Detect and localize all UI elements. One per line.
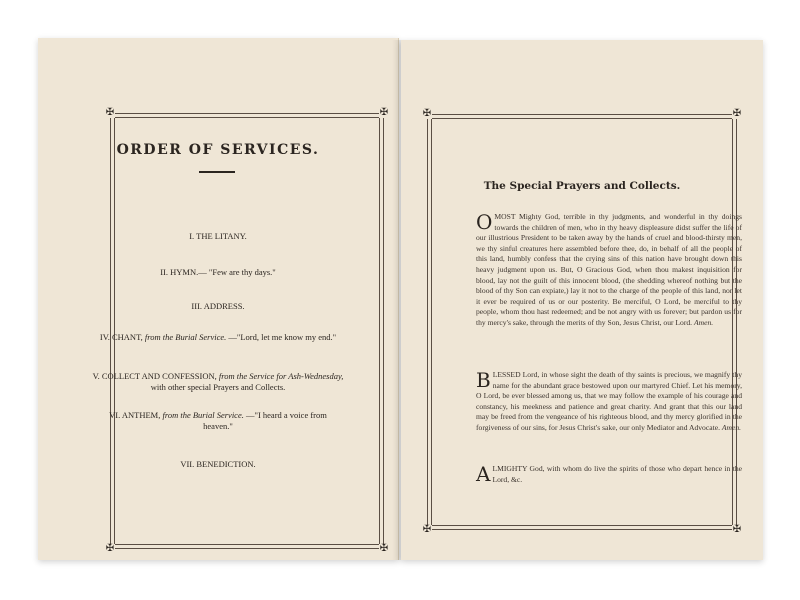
service-quote: with other special Prayers and Collects. bbox=[150, 382, 286, 392]
cross-pattee-icon: ✠ bbox=[732, 108, 742, 119]
service-text: COLLECT AND CONFESSION, bbox=[101, 371, 217, 381]
left-page bbox=[38, 38, 399, 560]
service-text: ADDRESS. bbox=[203, 301, 245, 311]
drop-cap: O bbox=[476, 210, 493, 234]
service-source: from the Service for Ash-Wednesday, bbox=[218, 371, 344, 381]
service-item bbox=[48, 267, 388, 278]
cross-pattee-icon: ✠ bbox=[422, 524, 432, 535]
drop-cap: B bbox=[476, 368, 491, 392]
prayer-text: MOST Mighty God, terrible in thy judgments, and wonderful in thy doings towards the children of men, who in thy heavy displeasure didst suffer the life of our illustrious President to be taken away by the hands of cruel and blood-thirsty men, we thy sinful creatures here assembled before thee, do, in behalf of all the people of this land, humbly confess that the crying sins of this nation have brought down this heavy judgment upon us. But, O Gracious God, when thou makest inquisition for blood, lay not the guilt of this innocent blood, (the shedding whereof nothing but the blood of thy Son can expiate,) lay it not to the charge of the people of this land, nor let it ever be required of us or our posterity. Be merciful, O Lord, be merciful to thy people, whom thou hast redeemed; and be not angry with us forever; but pardon us for thy mercy's sake, through the merits of thy Son, Jesus Christ, our Lord. bbox=[476, 212, 742, 327]
special-prayers-title: The Special Prayers and Collects. bbox=[483, 180, 681, 192]
cross-pattee-icon: ✠ bbox=[105, 543, 115, 554]
prayer-paragraph bbox=[476, 212, 742, 329]
service-item bbox=[88, 332, 348, 343]
drop-cap: A bbox=[476, 462, 491, 486]
service-number: II. bbox=[160, 267, 169, 277]
prayer-paragraph bbox=[476, 464, 742, 485]
service-quote: —"I heard a voice from heaven." bbox=[203, 410, 327, 431]
right-page bbox=[401, 40, 763, 560]
cross-pattee-icon: ✠ bbox=[105, 107, 115, 118]
prayer-paragraph bbox=[476, 370, 742, 434]
left-border-frame bbox=[105, 107, 389, 554]
cross-pattee-icon: ✠ bbox=[422, 108, 432, 119]
service-item bbox=[48, 301, 388, 312]
prayer-text: LMIGHTY God, with whom do live the spirits of those who depart hence in the Lord, &c. bbox=[492, 464, 742, 484]
order-of-services-title: ORDER OF SERVICES. bbox=[116, 142, 320, 158]
service-number: I. bbox=[189, 231, 195, 241]
service-quote: —"Lord, let me know my end." bbox=[228, 332, 337, 342]
service-number: V. bbox=[92, 371, 100, 381]
service-text: THE LITANY. bbox=[196, 231, 247, 241]
service-quote: "Few are thy days." bbox=[208, 267, 276, 277]
service-text: HYMN.— bbox=[170, 267, 207, 277]
service-item bbox=[48, 231, 388, 242]
service-item bbox=[88, 371, 348, 393]
prayer-amen: Amen. bbox=[693, 317, 714, 327]
service-source: from the Burial Service. bbox=[144, 332, 227, 342]
service-source: from the Burial Service. bbox=[162, 410, 244, 420]
prayer-amen: Amen. bbox=[721, 422, 742, 432]
prayer-text: LESSED Lord, in whose sight the death of thy saints is precious, we magnify thy name for the abundant grace bestowed upon our martyred Chief. Let his memory, O Lord, be ever blessed among us, that we may follow the example of his courage and constancy, his meekness and patience and great charity. And grant that this our land may be freed from the vengeance of his righteous blood, and thy mercy glorified in the forgiveness of our sins, for Jesus Christ's sake, our only Mediator and Advocate. bbox=[476, 370, 742, 432]
service-number: VI. bbox=[109, 410, 121, 420]
service-item bbox=[98, 410, 338, 432]
service-text: CHANT, bbox=[111, 332, 143, 342]
service-text: BENEDICTION. bbox=[196, 459, 256, 469]
service-text: ANTHEM, bbox=[121, 410, 161, 420]
service-number: III. bbox=[191, 301, 203, 311]
service-item bbox=[48, 459, 388, 470]
cross-pattee-icon: ✠ bbox=[379, 107, 389, 118]
service-number: VII. bbox=[180, 459, 195, 469]
cross-pattee-icon: ✠ bbox=[379, 543, 389, 554]
cross-pattee-icon: ✠ bbox=[732, 524, 742, 535]
service-number: IV. bbox=[99, 332, 110, 342]
title-rule bbox=[199, 171, 235, 173]
